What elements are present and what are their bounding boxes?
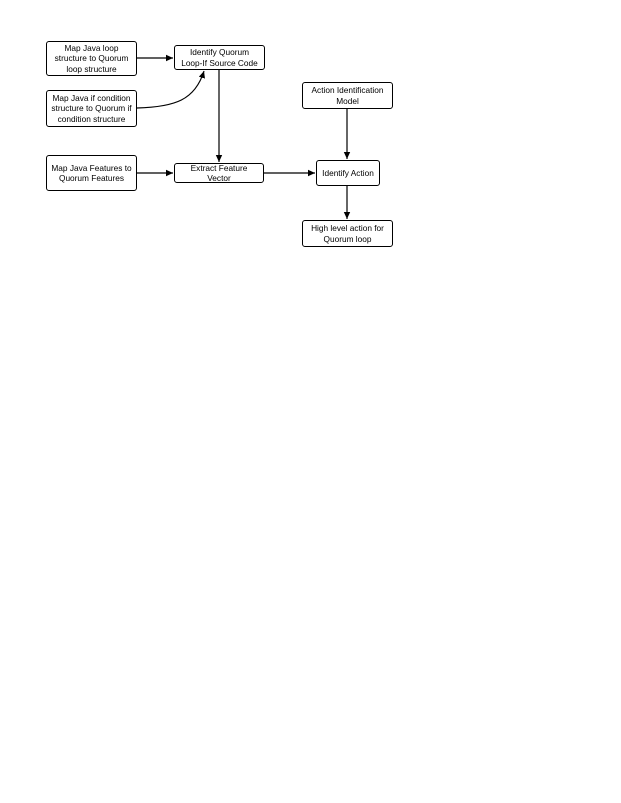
node-identify-quorum-source: Identify Quorum Loop-If Source Code (174, 45, 265, 70)
edge-map-if-to-identify-quorum (137, 71, 204, 108)
node-map-java-loop: Map Java loop structure to Quorum loop structure (46, 41, 137, 76)
node-identify-action: Identify Action (316, 160, 380, 186)
node-map-java-features: Map Java Features to Quorum Features (46, 155, 137, 191)
node-high-level-action: High level action for Quorum loop (302, 220, 393, 247)
node-action-identification-model: Action Identification Model (302, 82, 393, 109)
node-extract-feature-vector: Extract Feature Vector (174, 163, 264, 183)
node-map-java-if: Map Java if condition structure to Quorum if condition structure (46, 90, 137, 127)
